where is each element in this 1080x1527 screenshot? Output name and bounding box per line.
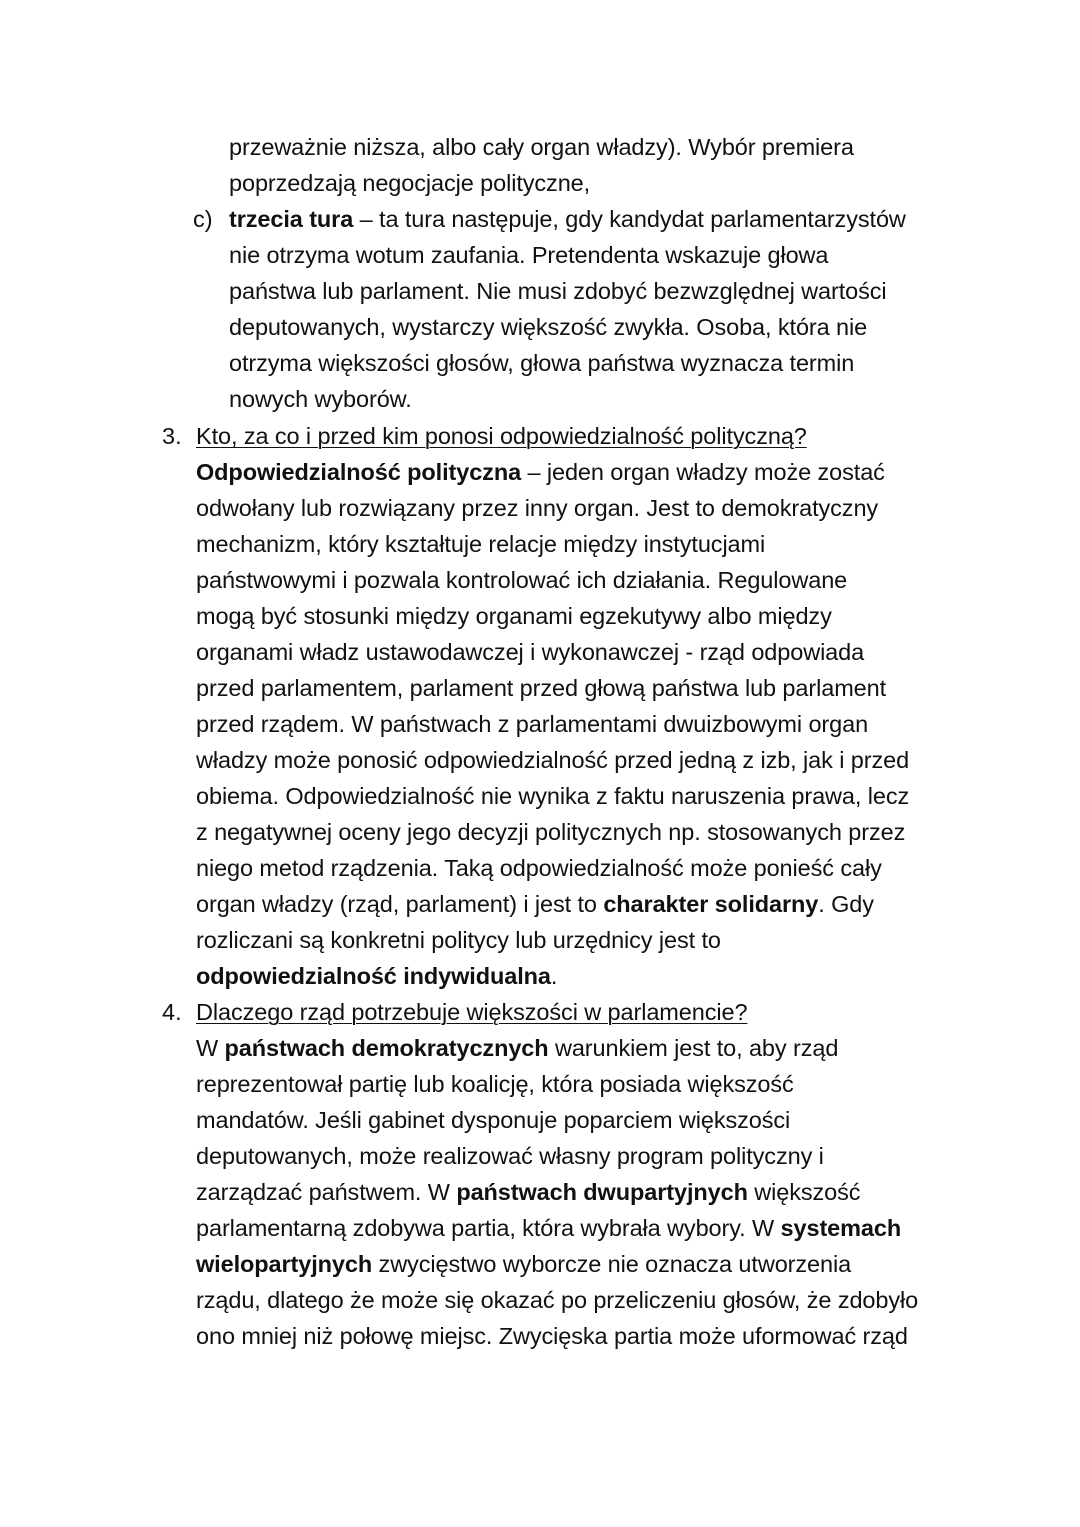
text-line: odwołany lub rozwiązany przez inny organ. Jest to demokratyczny xyxy=(196,495,879,521)
text-line: reprezentował partię lub koalicję, która posiada większość xyxy=(196,1071,794,1097)
text-line: otrzyma większości głosów, głowa państwa wyznacza termin xyxy=(229,350,855,376)
question-3-title: Kto, za co i przed kim ponosi odpowiedzialność polityczną? xyxy=(196,423,807,449)
term-panstwa-dwupartyjne: państwach dwupartyjnych xyxy=(456,1179,748,1205)
text-span: – ta tura następuje, gdy kandydat parlamentarzystów xyxy=(353,206,906,232)
text-span: organ władzy (rząd, parlament) i jest to xyxy=(196,891,604,917)
text-line xyxy=(229,201,906,237)
text-line: państwa lub parlament. Nie musi zdobyć bezwzględnej wartości xyxy=(229,278,887,304)
text-line: rządu, dlatego że może się okazać po przeliczeniu głosów, że zdobyło xyxy=(196,1287,919,1313)
term-trzecia-tura: trzecia tura xyxy=(229,206,354,232)
question-4-title: Dlaczego rząd potrzebuje większości w parlamencie? xyxy=(196,999,748,1025)
text-line: ono mniej niż połowę miejsc. Zwycięska partia może uformować rząd xyxy=(196,1323,908,1349)
list-number-3: 3. xyxy=(162,423,182,449)
text-span: parlamentarną zdobywa partia, która wybrała wybory. W xyxy=(196,1215,781,1241)
text-span: zarządzać państwem. W xyxy=(196,1179,457,1205)
text-line: obiema. Odpowiedzialność nie wynika z faktu naruszenia prawa, lecz xyxy=(196,783,910,809)
text-span: większość xyxy=(747,1179,861,1205)
term-charakter-solidarny: charakter solidarny xyxy=(603,891,819,917)
text-line xyxy=(196,1030,838,1066)
text-line: organami władz ustawodawczej i wykonawczej - rząd odpowiada xyxy=(196,639,865,665)
text-span: – jeden organ władzy może zostać xyxy=(521,459,885,485)
text-line: deputowanych, wystarczy większość zwykła. Osoba, która nie xyxy=(229,314,868,340)
term-odpowiedzialnosc-indywidualna: odpowiedzialność indywidualna xyxy=(196,963,551,989)
text-line: nowych wyborów. xyxy=(229,386,412,412)
text-line: mandatów. Jeśli gabinet dysponuje poparciem większości xyxy=(196,1107,791,1133)
term-systemy: systemach xyxy=(780,1215,902,1241)
term-wielopartyjne: wielopartyjnych xyxy=(196,1251,373,1277)
text-line: niego metod rządzenia. Taką odpowiedzialność może ponieść cały xyxy=(196,855,882,881)
text-line: deputowanych, może realizować własny program polityczny i xyxy=(196,1143,824,1169)
text-span: zwycięstwo wyborcze nie oznacza utworzenia xyxy=(372,1251,852,1277)
text-line: rozliczani są konkretni politycy lub urzędnicy jest to xyxy=(196,927,721,953)
text-span: . xyxy=(550,963,558,989)
text-line xyxy=(196,886,874,922)
text-span: . Gdy xyxy=(818,891,874,917)
text-line xyxy=(196,1246,851,1282)
text-line: poprzedzają negocjacje polityczne, xyxy=(229,170,591,196)
text-span: warunkiem jest to, aby rząd xyxy=(548,1035,839,1061)
text-line: władzy może ponosić odpowiedzialność przed jedną z izb, jak i przed xyxy=(196,747,910,773)
text-line: z negatywnej oceny jego decyzji politycznych np. stosowanych przez xyxy=(196,819,906,845)
list-number-4: 4. xyxy=(162,999,182,1025)
text-line: państwowymi i pozwala kontrolować ich działania. Regulowane xyxy=(196,567,848,593)
text-line xyxy=(196,958,557,994)
text-line xyxy=(196,1174,860,1210)
term-panstwa-demokratyczne: państwach demokratycznych xyxy=(224,1035,549,1061)
text-line xyxy=(196,454,885,490)
text-line xyxy=(196,1210,901,1246)
text-line: nie otrzyma wotum zaufania. Pretendenta wskazuje głowa xyxy=(229,242,829,268)
text-line: przed rządem. W państwach z parlamentami dwuizbowymi organ xyxy=(196,711,869,737)
text-line: przeważnie niższa, albo cały organ władzy). Wybór premiera xyxy=(229,134,854,160)
text-span: W xyxy=(196,1035,225,1061)
term-odpowiedzialnosc-polityczna: Odpowiedzialność polityczna xyxy=(196,459,522,485)
text-line: mechanizm, który kształtuje relacje między instytucjami xyxy=(196,531,766,557)
list-marker-c: c) xyxy=(193,206,213,232)
text-line: przed parlamentem, parlament przed głową państwa lub parlament xyxy=(196,675,887,701)
text-line: mogą być stosunki między organami egzekutywy albo między xyxy=(196,603,832,629)
